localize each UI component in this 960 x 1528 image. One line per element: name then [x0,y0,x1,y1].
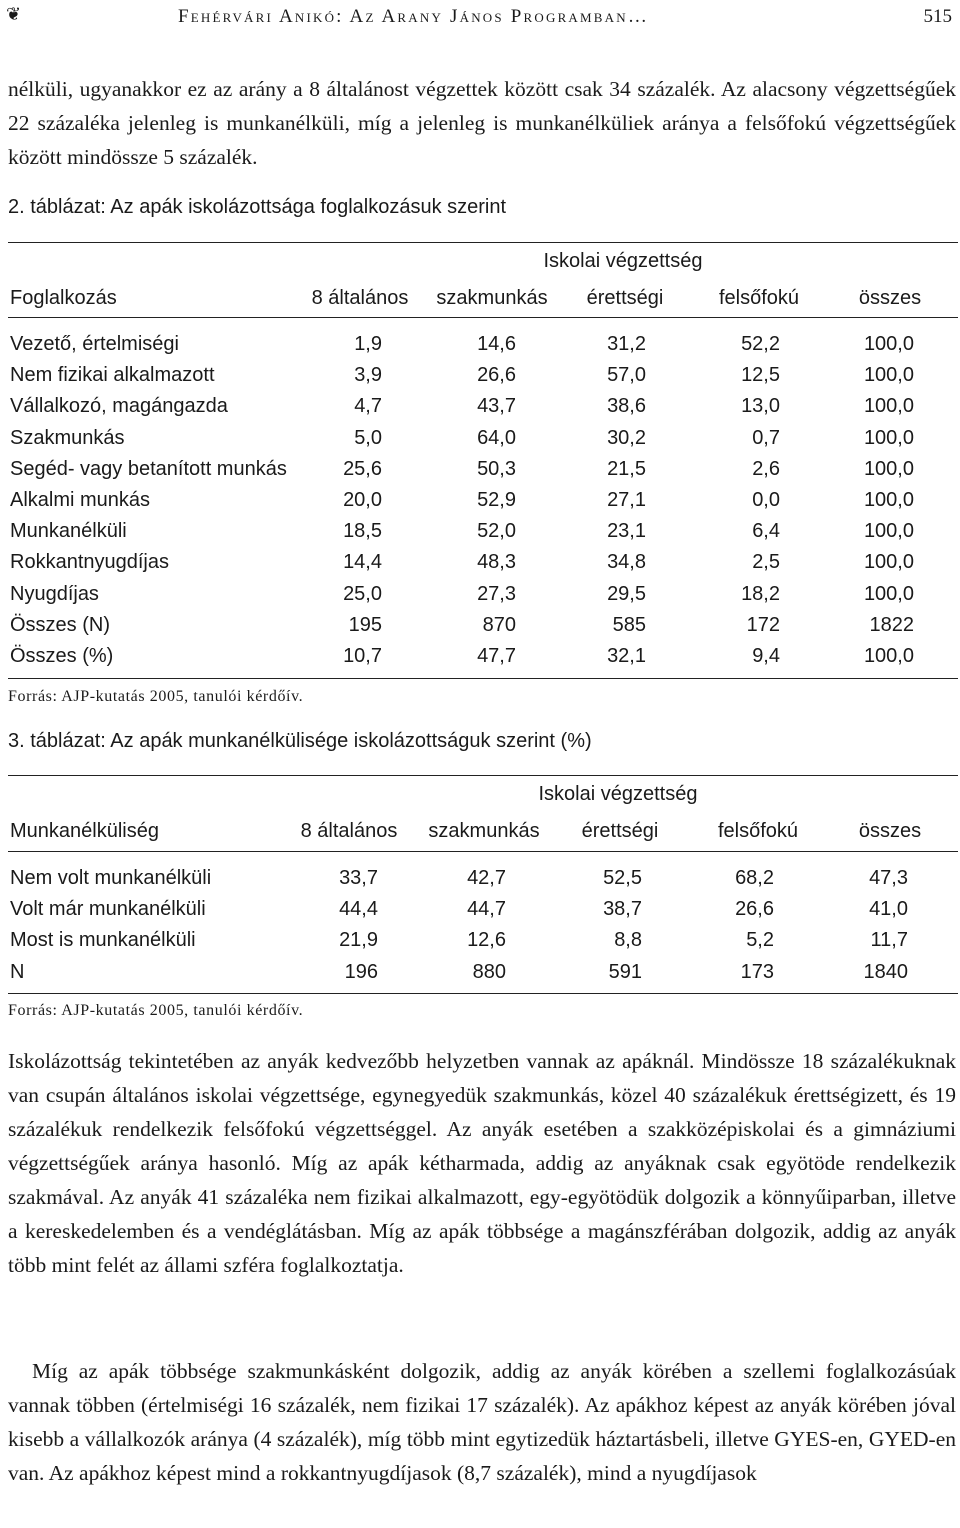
table-cell: 21,5 [607,457,646,480]
table-cell: 48,3 [477,551,516,574]
table-cell: 100,0 [863,426,914,449]
table2-caption: 2. táblázat: Az apák iskolázottsága foglalkozásuk szerint [8,196,507,218]
table-cell: 9,4 [752,645,780,667]
table-cell: 43,7 [477,395,516,418]
table-cell: 34,8 [607,551,646,574]
column-header: szakmunkás [436,287,548,309]
table-cell: 42,7 [467,867,506,889]
table-cell: 2,6 [752,457,780,480]
table-cell: 31,2 [607,333,646,355]
body-paragraph-1: Iskolázottság tekintetében az anyák kedvezőbb helyzetben vannak az apáknál. Mindössze 18 százalékuknak van csupán általános iskolai végzettsége, egynegyedük szakmunkás, közel 40 százalékuk érettségizett, és 19 százalékuk rendelkezik felsőfokú végzettséggel. Az anyák esetében a szakközépiskolai és a gimnáziumi végzettségűek aránya hasonló. Míg az apák kétharmada, addig az anyáknak csak egyötöde rendelkezik szakmával. Az anyák 41 százaléka nem fizikai alkalmazott, egy-egyötödük dolgozik a könnyűiparban, illetve a kereskedelemben és a vendéglátásban. Míg az apák többsége a magánszférában dolgozik, addig az anyák több mint felét az állami szféra foglalkoztatja. [8,1049,956,1277]
table-cell: 100,0 [863,551,914,574]
table-cell: 33,7 [339,867,378,889]
table-cell: 12,5 [741,364,780,387]
table-cell: 173 [740,960,774,983]
table-cell: 172 [746,613,780,636]
table-cell: 100,0 [863,395,914,418]
table-cell: 18,5 [343,520,382,543]
table-bottom-rule [8,678,958,679]
column-header: szakmunkás [428,820,540,842]
running-head [0,4,960,26]
table-cell: 14,4 [343,551,382,574]
table-cell: 68,2 [735,867,774,889]
intro-paragraph: nélküli, ugyanakkor ez az arány a 8 általánost végzettek között csak 34 százalék. Az alacsony végzettségűek 22 százaléka jelenleg is munkanélküli, míg a jelenleg is munkanélküliek aránya a felsőfokú végzettségűek között mindössze 5 százalék. [8,77,956,169]
leaf-ornament-icon: ❦ [6,4,22,25]
table-cell: 1,9 [354,333,382,355]
table-cell: 10,7 [343,645,382,667]
row-label: Nyugdíjas [10,582,99,605]
table-cell: 38,6 [607,395,646,418]
table-cell: 100,0 [863,645,914,667]
column-header: 8 általános [311,287,409,309]
table-cell: 52,2 [741,333,780,355]
table-cell: 14,6 [477,333,516,355]
table-cell: 0,7 [752,426,780,449]
table-header-rule [8,317,958,318]
column-header: összes [858,287,922,309]
table-cell: 100,0 [863,582,914,605]
table-cell: 5,0 [354,426,382,449]
table2-source: Forrás: AJP-kutatás 2005, tanulói kérdőív. [8,688,304,705]
row-label: Összes (N) [10,613,110,636]
table-cell: 196 [344,960,378,983]
table-cell: 44,4 [339,898,378,921]
column-header: felsőfokú [718,287,800,309]
row-label: Rokkantnyugdíjas [10,551,169,574]
table3 [8,775,958,995]
table-cell: 18,2 [741,582,780,605]
table-cell: 591 [608,960,642,983]
row-label: Most is munkanélküli [10,929,196,952]
table-cell: 50,3 [477,457,516,480]
table-cell: 870 [482,613,516,636]
table-cell: 29,5 [607,582,646,605]
table-cell: 27,3 [477,582,516,605]
table-cell: 12,6 [467,929,506,952]
table-cell: 47,3 [869,867,908,889]
row-label: Szakmunkás [10,426,125,449]
column-header: érettségi [586,287,664,309]
table3-caption: 3. táblázat: Az apák munkanélkülisége iskolázottságuk szerint (%) [8,730,592,752]
table-cell: 47,7 [477,645,516,667]
table-cell: 8,8 [614,929,642,952]
table-cell: 585 [612,613,646,636]
row-label: Volt már munkanélküli [10,898,206,921]
column-header: Foglalkozás [10,287,117,309]
table-cell: 52,5 [603,867,642,889]
table-cell: 100,0 [863,364,914,387]
table-cell: 5,2 [746,929,774,952]
row-label: Nem volt munkanélküli [10,867,212,889]
table-cell: 6,4 [752,520,780,543]
table-header-rule [8,851,958,852]
table-cell: 32,1 [607,645,646,667]
table-cell: 41,0 [869,898,908,921]
table-top-rule [8,242,958,243]
table-cell: 100,0 [863,489,914,511]
table-cell: 0,0 [752,489,780,511]
column-header: Munkanélküliség [10,820,159,842]
table-cell: 38,7 [603,898,642,921]
table-cell: 11,7 [870,929,908,952]
table-cell: 52,9 [477,489,516,511]
table-cell: 195 [348,613,382,636]
column-header: érettségi [581,820,659,842]
table-cell: 25,6 [343,457,382,480]
table-cell: 64,0 [477,426,516,449]
table-cell: 25,0 [343,582,382,605]
row-label: Alkalmi munkás [10,489,151,511]
table-cell: 13,0 [741,395,780,418]
table-cell: 44,7 [467,898,506,921]
table-cell: 100,0 [863,520,914,543]
table-cell: 27,1 [607,489,646,511]
table-cell: 2,5 [752,551,780,574]
group-header: Iskolai végzettség [538,783,698,805]
body-paragraph-2: Míg az apák többsége szakmunkásként dolgozik, addig az anyák körében a szellemi foglalkozásúak vannak többen (értelmiségi 16 százalék, nem fizikai 17 százalék). Az apákhoz képest az anyák körében jóval kisebb a vállalkozók aránya (4 százalék), míg több mint egytizedük háztartásbeli, illetve GYES-en, GYED-en van. Az apákhoz képest mind a rokkantnyugdíjasok (8,7 százalék), mind a nyugdíjasok [8,1359,956,1485]
table-cell: 4,7 [354,395,382,418]
table-cell: 30,2 [607,426,646,449]
row-label: Segéd- vagy betanított munkás [10,457,287,480]
table-cell: 100,0 [863,457,914,480]
row-label: Vezető, értelmiségi [10,333,179,355]
table-cell: 3,9 [354,364,382,387]
column-header: összes [858,820,922,842]
column-header: 8 általános [300,820,398,842]
table-cell: 1822 [869,613,914,636]
table-cell: 20,0 [343,489,382,511]
table-cell: 100,0 [863,333,914,355]
running-head-title: Fehérvári Anikó: Az Arany János Programban… [178,6,650,27]
row-label: Nem fizikai alkalmazott [10,364,215,387]
table-cell: 21,9 [339,929,378,952]
table-top-rule [8,775,958,776]
table-cell: 26,6 [735,898,774,921]
table-cell: 57,0 [607,364,646,387]
table-cell: 26,6 [477,364,516,387]
column-header: felsőfokú [717,820,799,842]
group-header: Iskolai végzettség [543,250,703,272]
table2 [8,242,958,708]
table3-source: Forrás: AJP-kutatás 2005, tanulói kérdőív. [8,1002,304,1019]
table-cell: 52,0 [477,520,516,543]
row-label: Munkanélküli [10,520,127,543]
row-label: Vállalkozó, magángazda [10,395,228,418]
table-cell: 1840 [863,960,908,983]
row-label: Összes (%) [10,645,114,667]
row-label: N [10,960,25,983]
table-cell: 23,1 [607,520,646,543]
page-number: 515 [923,6,952,27]
table-bottom-rule [8,993,958,994]
table-cell: 880 [472,960,506,983]
